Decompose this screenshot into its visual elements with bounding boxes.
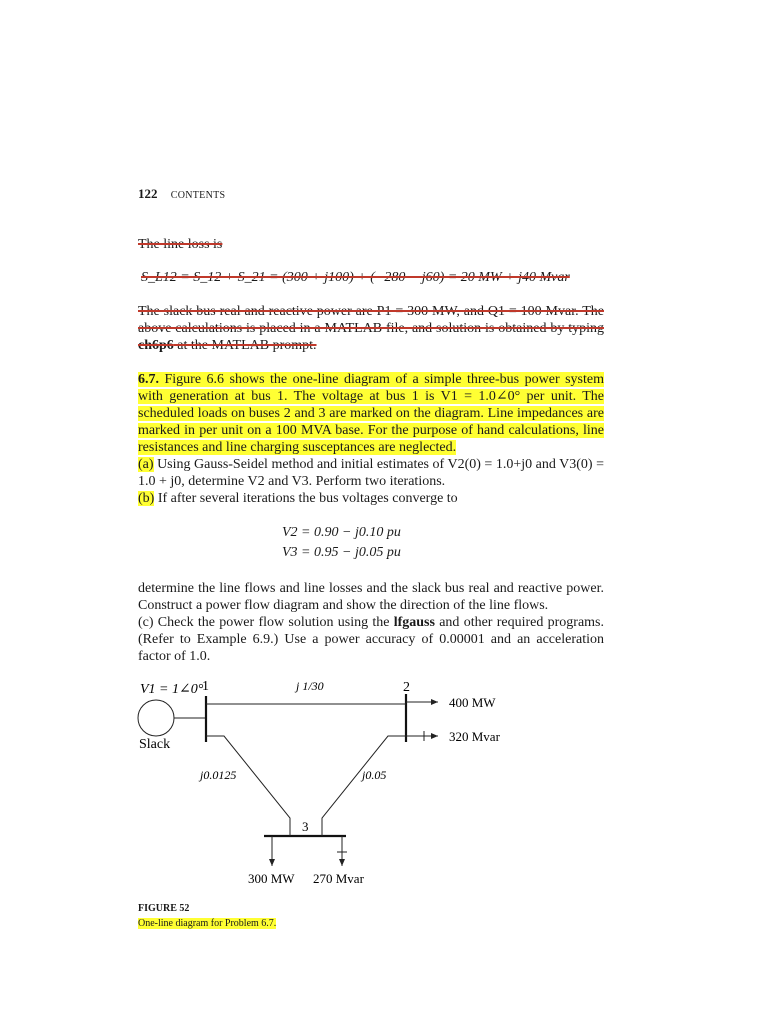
equation-v2: V2 = 0.90 − j0.10 pu xyxy=(282,525,401,540)
v1-label: V1 = 1∠0° xyxy=(140,682,204,697)
bus-2-load-q: 320 Mvar xyxy=(449,729,500,744)
problem-statement: Figure 6.6 shows the one-line diagram of a simple three-bus power system with generation at bus 1. The voltage at bus 1 is V1 = 1.0∠0° per unit. The scheduled loads on buses 2 and 3 are marked on the diagram. Line impedances are marked in per unit on a 100 MVA base. For the purpose of hand calculations, line resistances and line charging susceptances are neglected. xyxy=(138,372,604,455)
arrow-right-icon xyxy=(431,699,438,705)
part-b-label: (b) xyxy=(138,491,155,506)
part-c-prefix: (c) Check the power flow solution using the xyxy=(138,615,394,630)
slack-label: Slack xyxy=(139,737,171,752)
line-2-3 xyxy=(322,736,406,836)
part-c-rest: and other required programs. (Refer to Example 6.9.) Use a power accuracy of 0.00001 and an acceleration factor of 1.0. xyxy=(138,615,604,664)
figure-title: FIGURE 52 xyxy=(138,903,190,914)
line-2-3-impedance: j0.05 xyxy=(362,768,387,782)
generator-icon xyxy=(138,700,174,736)
arrow-right-icon xyxy=(431,733,438,739)
running-title: CONTENTS xyxy=(170,190,226,201)
part-a-label: (a) xyxy=(138,457,154,472)
line-1-2-impedance: j 1/30 xyxy=(296,679,324,693)
equation-v3: V3 = 0.95 − j0.05 pu xyxy=(282,545,401,560)
bus-2-load-p: 400 MW xyxy=(449,695,496,710)
bus-3-load-p: 300 MW xyxy=(248,871,295,886)
slack-text-3: at the MATLAB prompt. xyxy=(173,338,317,353)
arrow-down-icon xyxy=(269,859,275,866)
line-1-3-impedance: j0.0125 xyxy=(200,768,237,782)
problem-number: 6.7. xyxy=(138,372,159,387)
bus-3-label: 3 xyxy=(302,819,309,834)
bus-1-label: 1 xyxy=(202,679,209,694)
arrow-down-icon xyxy=(339,859,345,866)
line-1-3 xyxy=(206,736,290,836)
slack-text-2: above calculations is placed in a MATLAB file, and solution is obtained by typing xyxy=(138,321,604,336)
bus-3-load-q: 270 Mvar xyxy=(313,871,364,886)
slack-text-1: The slack bus real and reactive power are P1 = 300 MW, and Q1 = 100 Mvar. The xyxy=(138,304,604,319)
part-b-text: If after several iterations the bus voltages converge to xyxy=(154,491,458,506)
line-loss-equation: S_L12 = S_12 + S_21 = (300 + j100) + (−280 − j60) = 20 MW + j40 Mvar xyxy=(141,270,570,285)
bus-2-label: 2 xyxy=(403,680,410,695)
after-eq-text: determine the line flows and line losses and the slack bus real and reactive power. Construct a power flow diagram and show the direction of the line flows. xyxy=(138,581,604,613)
part-a-text: Using Gauss-Seidel method and initial estimates of V2(0) = 1.0+j0 and V3(0) = 1.0 + j0, determine V2 and V3. Perform two iterations. xyxy=(138,457,604,489)
command-ch6p6: ch6p6 xyxy=(138,338,174,353)
line-loss-intro: The line loss is xyxy=(138,237,223,252)
page-number: 122 xyxy=(138,186,158,201)
figure-caption: One-line diagram for Problem 6.7. xyxy=(138,918,277,929)
command-lfgauss: lfgauss xyxy=(393,615,435,630)
